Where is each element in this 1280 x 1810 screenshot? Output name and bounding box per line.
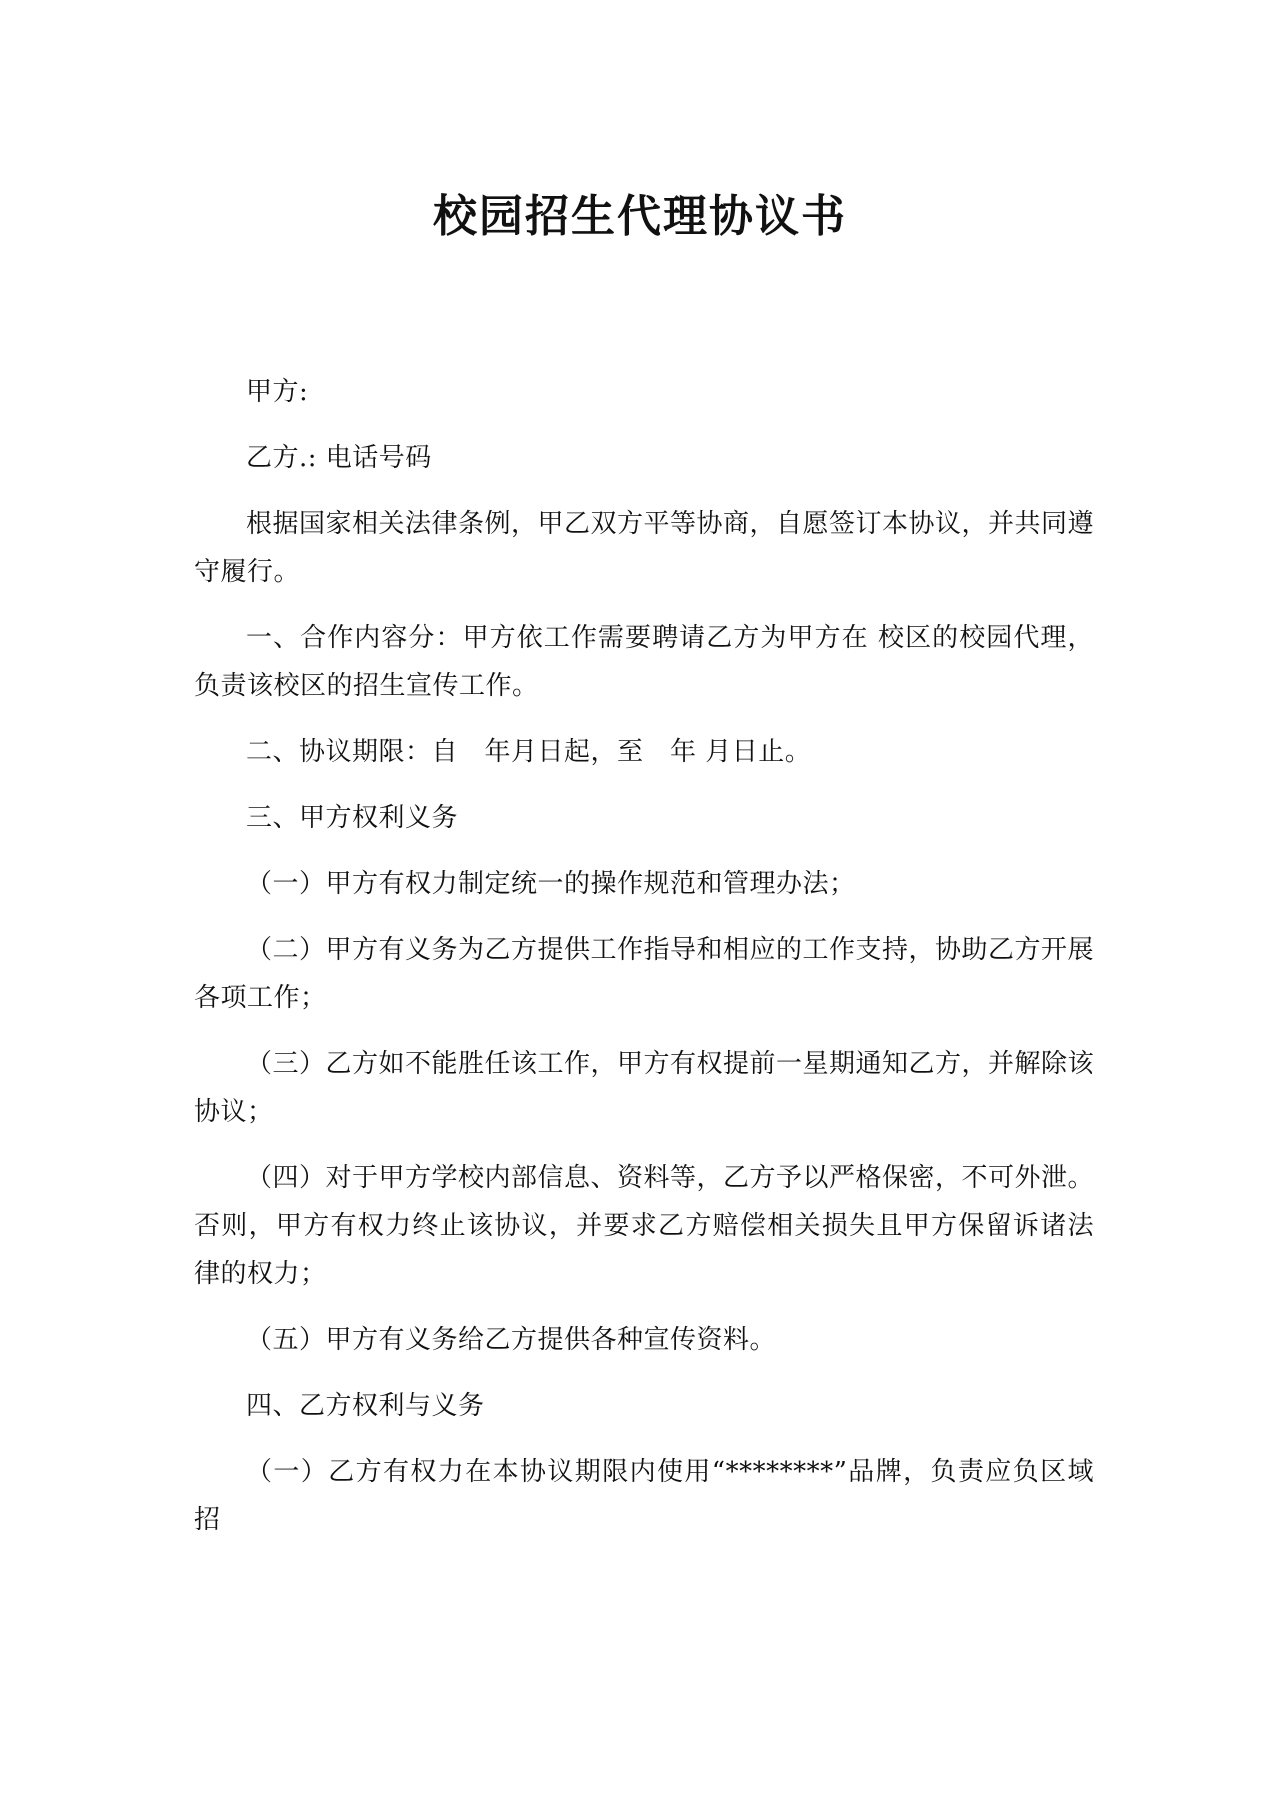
- section-3-item-3: （三）乙方如不能胜任该工作，甲方有权提前一星期通知乙方，并解除该协议；: [194, 1049, 1095, 1127]
- section-4-item-1: （一）乙方有权力在本协议期限内使用“********”品牌，负责应负区域招: [194, 1457, 1094, 1535]
- party-b-line: 乙方.: 电话号码: [246, 443, 432, 473]
- section-3-item-1: （一）甲方有权力制定统一的操作规范和管理办法；: [246, 869, 856, 899]
- section-2-term: 二、协议期限：自 年月日起，至 年 月日止。: [246, 737, 812, 767]
- section-3-item-5: （五）甲方有义务给乙方提供各种宣传资料。: [246, 1325, 777, 1355]
- section-1-cooperation: 一、合作内容分：甲方依工作需要聘请乙方为甲方在 校区的校园代理，负责该校区的招生宣传工作。: [194, 623, 1094, 701]
- document-body: [194, 368, 1094, 1562]
- preamble-paragraph: 根据国家相关法律条例，甲乙双方平等协商，自愿签订本协议，并共同遵守履行。: [194, 509, 1095, 587]
- section-3-item-4: （四）对于甲方学校内部信息、资料等，乙方予以严格保密，不可外泄。否则，甲方有权力终止该协议，并要求乙方赔偿相关损失且甲方保留诉诸法律的权力；: [194, 1163, 1095, 1289]
- section-3-item-2: （二）甲方有义务为乙方提供工作指导和相应的工作支持，协助乙方开展各项工作；: [194, 935, 1095, 1013]
- section-4-heading: 四、乙方权利与义务: [246, 1391, 485, 1421]
- document-title: 校园招生代理协议书: [433, 191, 847, 242]
- section-3-heading: 三、甲方权利义务: [246, 803, 459, 833]
- party-a-line: 甲方:: [246, 377, 309, 407]
